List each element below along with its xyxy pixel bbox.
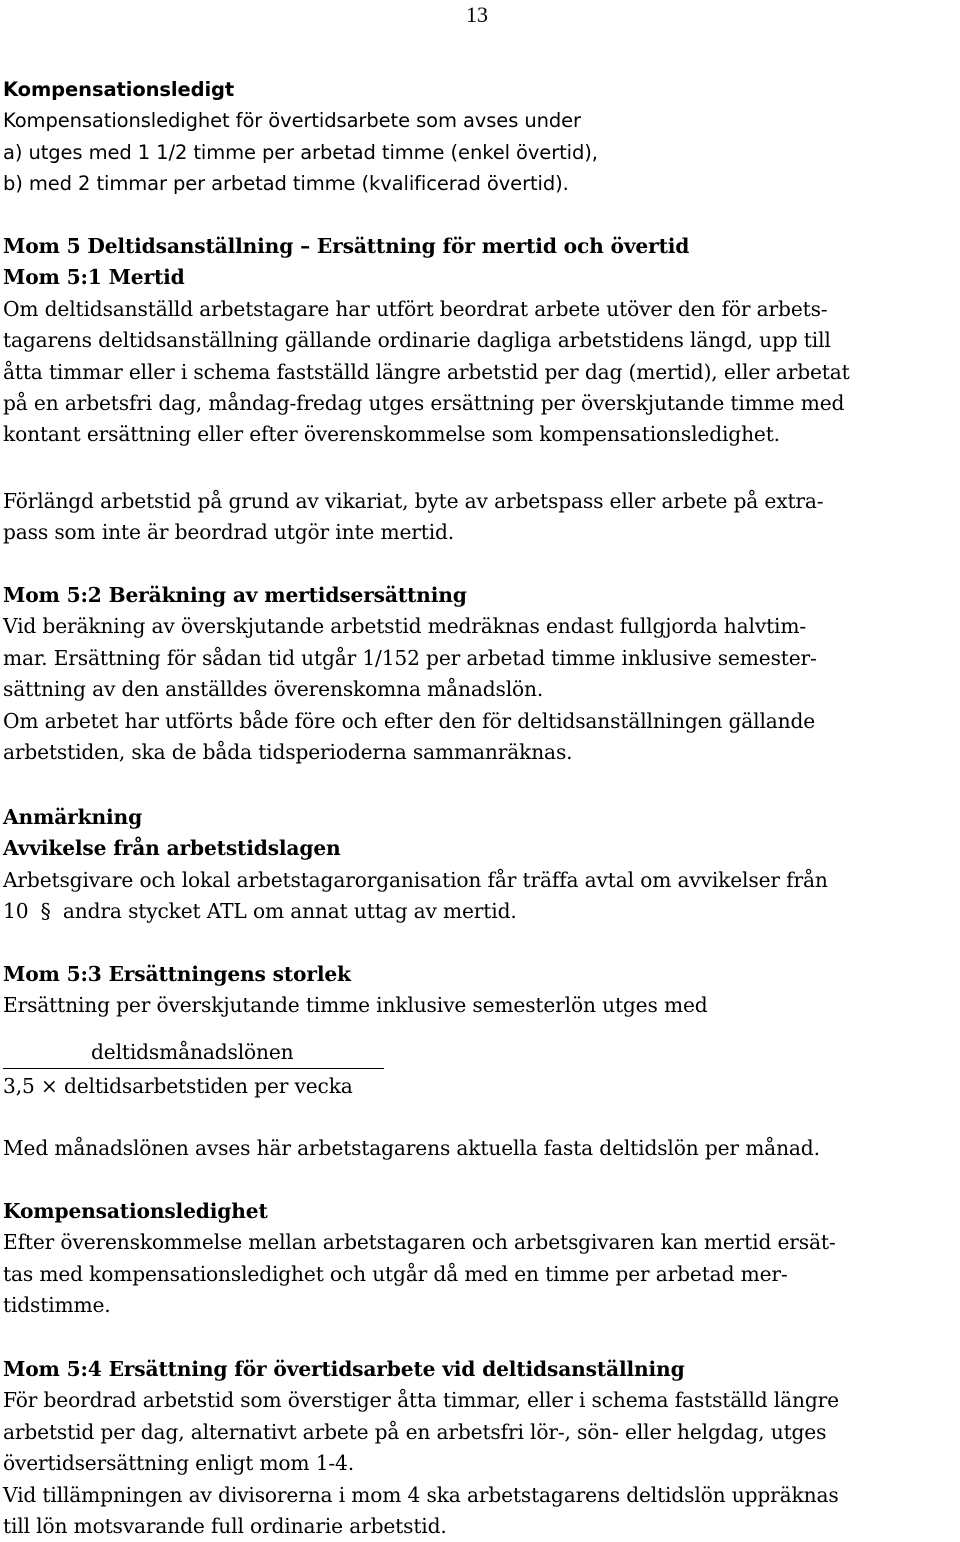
section-heading: Kompensationsledigt: [3, 78, 235, 101]
times-sign: ×: [40, 1074, 58, 1099]
text-line: pass som inte är beordrad utgör inte mertid.: [3, 520, 455, 545]
text-line: tidstimme.: [3, 1293, 111, 1318]
text-fragment: 10: [3, 899, 35, 924]
paragraph-manadslon: [3, 1133, 955, 1164]
text-fragment: deltidsarbetstiden per vecka: [57, 1074, 353, 1099]
text-fragment: andra stycket ATL om annat uttag av mertid.: [56, 899, 517, 924]
subsection-heading: Mom 5:1 Mertid: [3, 265, 185, 290]
text-line: sättning av den anställdes överenskomna månadslön.: [3, 677, 544, 702]
subsection-heading: Avvikelse från arbetstidslagen: [3, 836, 341, 861]
text-line: a) utges med 1 1/2 timme per arbetad timme (enkel övertid),: [3, 140, 598, 164]
text-line: Efter överenskommelse mellan arbetstagaren och arbetsgivaren kan mertid ersät-: [3, 1230, 836, 1255]
text-line: Arbetsgivare och lokal arbetstagarorganisation får träffa avtal om avvikelser från: [3, 867, 828, 892]
page-number: 13: [466, 2, 488, 27]
section-heading: Mom 5:4 Ersättning för övertidsarbete vid deltidsanställning: [3, 1357, 685, 1381]
text-line: Ersättning per överskjutande timme inklusive semesterlön utges med: [3, 993, 708, 1018]
text-line: kontant ersättning eller efter överenskommelse som kompensationsledighet.: [3, 422, 780, 447]
section-mom5-2: [3, 580, 955, 768]
text-line: Om arbetet har utförts både före och efter den för deltidsanställningen gällande: [3, 708, 816, 733]
text-line: Med månadslönen avses här arbetstagarens aktuella fasta deltidslön per månad.: [3, 1136, 820, 1160]
text-line: Vid tillämpningen av divisorerna i mom 4 ska arbetstagarens deltidslön uppräknas: [3, 1482, 839, 1507]
text-line: arbetstiden, ska de båda tidsperioderna sammanräknas.: [3, 740, 573, 765]
text-line: För beordrad arbetstid som överstiger åtta timmar, eller i schema fastställd längre: [3, 1388, 839, 1413]
section-heading: [3, 231, 955, 262]
heading-dash: –: [293, 234, 317, 258]
text-line: åtta timmar eller i schema fastställd längre arbetstid per dag (mertid), eller arbetat: [3, 359, 850, 384]
paragraph-forlangd: [3, 486, 955, 549]
text-line: Om deltidsanställd arbetstagare har utfört beordrat arbete utöver den för arbets-: [3, 296, 828, 321]
heading-left: Mom 5 Deltidsanställning: [3, 234, 294, 258]
section-heading: Anmärkning: [3, 805, 143, 829]
section-heading: Mom 5:3 Ersättningens storlek: [3, 962, 351, 986]
section-kompensationsledigt: [3, 74, 955, 200]
section-mom5-4: [3, 1354, 955, 1542]
text-line: arbetstid per dag, alternativt arbete på en arbetsfri lör-, sön- eller helgdag, utges: [3, 1419, 827, 1444]
formula: [3, 1037, 955, 1103]
section-mom5-3: [3, 959, 955, 1022]
section-anmarkning: [3, 802, 955, 928]
section-sign: §: [40, 899, 51, 924]
formula-numerator: deltidsmånadslönen: [3, 1037, 384, 1069]
text-line: tas med kompensationsledighet och utgår då med en timme per arbetad mer-: [3, 1261, 788, 1286]
section-mom5: [3, 231, 955, 451]
text-line: på en arbetsfri dag, måndag-fredag utges ersättning per överskjutande timme med: [3, 391, 845, 416]
section-heading: Kompensationsledighet: [3, 1199, 268, 1223]
text-fragment: 3,5: [3, 1074, 41, 1099]
section-kompensationsledighet: [3, 1196, 955, 1322]
formula-denominator: [3, 1071, 955, 1102]
text-line: till lön motsvarande full ordinarie arbetstid.: [3, 1514, 447, 1539]
text-line: b) med 2 timmar per arbetad timme (kvalificerad övertid).: [3, 172, 569, 196]
text-line: [3, 896, 955, 927]
text-line: Förlängd arbetstid på grund av vikariat, byte av arbetspass eller arbete på extra-: [3, 489, 824, 513]
text-line: tagarens deltidsanställning gällande ordinarie dagliga arbetstidens längd, upp till: [3, 328, 831, 353]
text-line: mar. Ersättning för sådan tid utgår 1/152 per arbetad timme inklusive semester-: [3, 645, 817, 670]
section-heading: Mom 5:2 Beräkning av mertidsersättning: [3, 583, 467, 607]
formula-numerator-line: [3, 1037, 955, 1069]
text-line: Vid beräkning av överskjutande arbetstid medräknas endast fullgjorda halvtim-: [3, 614, 807, 639]
text-line: övertidsersättning enligt mom 1-4.: [3, 1451, 355, 1476]
heading-right: Ersättning för mertid och övertid: [316, 234, 690, 258]
text-line: Kompensationsledighet för övertidsarbete som avses under: [3, 109, 581, 133]
